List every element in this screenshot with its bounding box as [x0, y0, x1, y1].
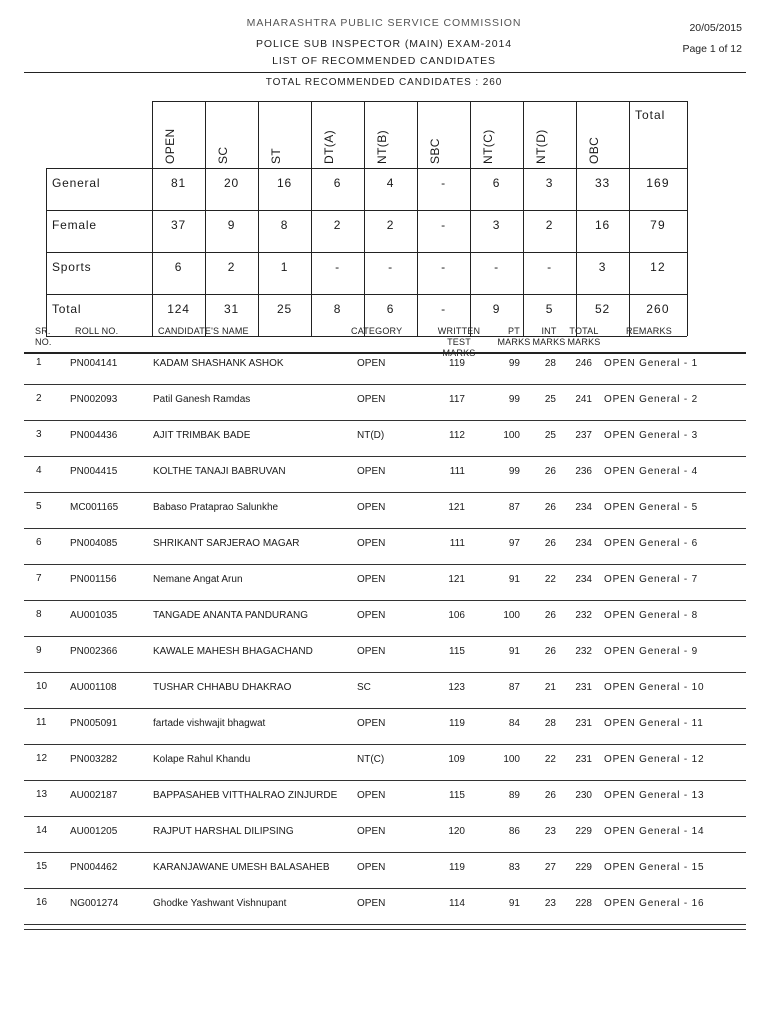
category: OPEN	[357, 538, 386, 549]
table-row	[0, 466, 768, 502]
total-marks: 229	[575, 826, 592, 837]
col-written-header	[433, 326, 485, 359]
pt-marks: 97	[508, 538, 520, 549]
table-row	[0, 502, 768, 538]
summary-cell: 8	[280, 218, 289, 232]
written-marks: 106	[448, 610, 465, 621]
table-row	[0, 790, 768, 826]
summary-cell: 8	[333, 302, 342, 316]
col-remarks-header: REMARKS	[626, 326, 672, 336]
page-number: Page 1 of 12	[682, 43, 742, 55]
summary-row-label: Total	[52, 302, 82, 316]
candidate-name: Kolape Rahul Khandu	[153, 754, 251, 765]
category: OPEN	[357, 718, 386, 729]
remarks: OPEN General - 8	[604, 610, 698, 621]
written-marks: 112	[449, 430, 465, 441]
pt-marks: 91	[508, 574, 520, 585]
table-row	[0, 718, 768, 754]
summary-row-label: Sports	[52, 260, 92, 274]
total-marks: 234	[575, 538, 592, 549]
sr-number: 6	[36, 537, 42, 548]
written-marks: 115	[449, 790, 465, 801]
pt-marks: 91	[508, 898, 520, 909]
written-marks: 114	[449, 898, 465, 909]
summary-cell: -	[494, 260, 499, 274]
row-divider	[24, 852, 746, 853]
written-marks: 109	[448, 754, 465, 765]
roll-number: AU001205	[70, 826, 118, 837]
row-divider	[24, 384, 746, 385]
summary-cell: 81	[171, 176, 186, 190]
sr-number: 12	[36, 753, 48, 764]
document-date: 20/05/2015	[689, 22, 742, 34]
written-marks: 119	[449, 358, 465, 369]
category-header: OBC	[587, 136, 601, 164]
sr-number: 7	[36, 573, 42, 584]
sr-number: 5	[36, 501, 42, 512]
category-header: DT(A)	[322, 130, 336, 164]
candidate-name: KOLTHE TANAJI BABRUVAN	[153, 466, 286, 477]
written-marks: 115	[449, 646, 465, 657]
pt-marks: 99	[508, 394, 520, 405]
summary-cell: -	[547, 260, 552, 274]
summary-cell: 9	[227, 218, 236, 232]
roll-number: MC001165	[70, 502, 119, 513]
pt-marks: 89	[508, 790, 520, 801]
col-int-label-2: MARKS	[532, 337, 566, 347]
col-pt-header	[497, 326, 531, 348]
candidate-name: RAJPUT HARSHAL DILIPSING	[153, 826, 294, 837]
summary-total-cell: 169	[646, 176, 670, 190]
category-header: SC	[216, 146, 230, 164]
grid-vline	[687, 101, 688, 336]
sr-number: 11	[36, 717, 47, 728]
remarks: OPEN General - 13	[604, 790, 705, 801]
summary-cell: 20	[224, 176, 239, 190]
category: OPEN	[357, 574, 386, 585]
list-header-divider	[24, 352, 746, 354]
sr-number: 8	[36, 609, 42, 620]
summary-cell: 124	[167, 302, 190, 316]
interview-marks: 26	[544, 610, 556, 621]
summary-cell: 4	[386, 176, 395, 190]
total-marks: 231	[575, 754, 592, 765]
written-marks: 111	[449, 538, 465, 549]
row-divider	[24, 780, 746, 781]
roll-number: PN004085	[70, 538, 118, 549]
written-marks: 119	[449, 862, 465, 873]
summary-cell: 37	[171, 218, 186, 232]
category-header: ST	[269, 147, 283, 164]
interview-marks: 28	[544, 358, 556, 369]
interview-marks: 27	[544, 862, 556, 873]
interview-marks: 22	[544, 754, 556, 765]
total-marks: 232	[575, 610, 592, 621]
interview-marks: 23	[544, 898, 556, 909]
pt-marks: 83	[508, 862, 520, 873]
total-marks: 228	[575, 898, 592, 909]
summary-cell: 25	[277, 302, 292, 316]
table-row	[0, 862, 768, 898]
col-roll-header: ROLL NO.	[75, 326, 119, 336]
col-no-label: NO.	[35, 337, 52, 347]
summary-row-label: Female	[52, 218, 97, 232]
total-marks: 237	[575, 430, 592, 441]
category-header: NT(C)	[481, 129, 495, 164]
col-written-label-2: TEST MARKS	[442, 337, 476, 358]
roll-number: PN004436	[70, 430, 118, 441]
pt-marks: 99	[508, 358, 520, 369]
table-row	[0, 394, 768, 430]
table-row	[0, 574, 768, 610]
written-marks: 120	[448, 826, 465, 837]
category: OPEN	[357, 790, 386, 801]
category: OPEN	[357, 502, 386, 513]
category: OPEN	[357, 610, 386, 621]
category: OPEN	[357, 862, 386, 873]
roll-number: PN004462	[70, 862, 118, 873]
total-marks: 234	[575, 502, 592, 513]
written-marks: 117	[449, 394, 465, 405]
col-written-label-1: WRITTEN	[437, 326, 481, 336]
roll-number: PN002093	[70, 394, 118, 405]
sr-number: 2	[36, 393, 42, 404]
summary-cell: -	[441, 218, 446, 232]
pt-marks: 87	[508, 502, 520, 513]
total-marks: 230	[575, 790, 592, 801]
row-divider	[24, 420, 746, 421]
sr-number: 1	[36, 357, 42, 368]
category-header: OPEN	[163, 128, 177, 164]
col-category-header: CATEGORY	[351, 326, 403, 336]
pt-marks: 100	[503, 754, 520, 765]
col-total-label-2: MARKS	[567, 337, 601, 347]
grid-hline	[46, 168, 687, 169]
summary-cell: 6	[492, 176, 501, 190]
total-column-header: Total	[635, 108, 666, 122]
pt-marks: 100	[503, 610, 520, 621]
total-marks: 231	[575, 718, 592, 729]
interview-marks: 26	[544, 790, 556, 801]
row-divider	[24, 924, 746, 925]
summary-cell: 1	[280, 260, 289, 274]
remarks: OPEN General - 3	[604, 430, 698, 441]
candidate-name: SHRIKANT SARJERAO MAGAR	[153, 538, 300, 549]
summary-cell: 6	[333, 176, 342, 190]
pt-marks: 86	[508, 826, 520, 837]
summary-cell: 16	[277, 176, 292, 190]
written-marks: 119	[449, 718, 465, 729]
interview-marks: 26	[544, 646, 556, 657]
summary-cell: 2	[227, 260, 236, 274]
summary-cell: 31	[224, 302, 239, 316]
category: OPEN	[357, 646, 386, 657]
grid-hline	[46, 294, 687, 295]
summary-cell: 16	[595, 218, 610, 232]
total-marks: 229	[575, 862, 592, 873]
remarks: OPEN General - 4	[604, 466, 698, 477]
pt-marks: 91	[508, 646, 520, 657]
row-divider	[24, 744, 746, 745]
written-marks: 121	[448, 574, 465, 585]
summary-cell: 3	[545, 176, 554, 190]
candidate-name: fartade vishwajit bhagwat	[153, 718, 266, 729]
exam-title: POLICE SUB INSPECTOR (MAIN) EXAM-2014	[256, 38, 512, 50]
remarks: OPEN General - 11	[604, 718, 704, 729]
total-marks: 234	[575, 574, 592, 585]
interview-marks: 23	[544, 826, 556, 837]
summary-total-cell: 12	[650, 260, 666, 274]
summary-cell: 33	[595, 176, 610, 190]
summary-cell: -	[441, 176, 446, 190]
summary-cell: 5	[545, 302, 554, 316]
roll-number: PN003282	[70, 754, 118, 765]
summary-cell: 3	[598, 260, 607, 274]
candidate-name: Ghodke Yashwant Vishnupant	[153, 898, 287, 909]
total-marks: 232	[575, 646, 592, 657]
grid-hline	[152, 101, 687, 102]
candidate-name: KAWALE MAHESH BHAGACHAND	[153, 646, 313, 657]
col-int-label-1: INT	[541, 326, 557, 336]
total-recommended: TOTAL RECOMMENDED CANDIDATES : 260	[265, 77, 503, 88]
col-name-header: CANDIDATE'S NAME	[158, 326, 249, 336]
category: OPEN	[357, 826, 386, 837]
table-row	[0, 538, 768, 574]
summary-cell: -	[441, 260, 446, 274]
summary-cell: -	[388, 260, 393, 274]
interview-marks: 25	[544, 430, 556, 441]
sr-number: 3	[36, 429, 42, 440]
row-divider	[24, 600, 746, 601]
summary-cell: 2	[333, 218, 342, 232]
remarks: OPEN General - 10	[604, 682, 705, 693]
candidate-name: KARANJAWANE UMESH BALASAHEB	[153, 862, 330, 873]
remarks: OPEN General - 14	[604, 826, 705, 837]
candidate-name: Patil Ganesh Ramdas	[153, 394, 251, 405]
row-divider	[24, 708, 746, 709]
category: OPEN	[357, 358, 386, 369]
col-sr-label: SR.	[35, 326, 51, 336]
interview-marks: 26	[544, 466, 556, 477]
remarks: OPEN General - 5	[604, 502, 698, 513]
candidate-name: AJIT TRIMBAK BADE	[153, 430, 251, 441]
summary-cell: 2	[545, 218, 554, 232]
candidate-name: TUSHAR CHHABU DHAKRAO	[153, 682, 292, 693]
list-title: LIST OF RECOMMENDED CANDIDATES	[272, 55, 496, 67]
table-row	[0, 646, 768, 682]
table-row	[0, 754, 768, 790]
written-marks: 123	[448, 682, 465, 693]
summary-total-cell: 79	[650, 218, 666, 232]
total-marks: 231	[575, 682, 592, 693]
interview-marks: 22	[544, 574, 556, 585]
total-marks: 246	[575, 358, 592, 369]
category: OPEN	[357, 394, 386, 405]
remarks: OPEN General - 7	[604, 574, 698, 585]
interview-marks: 25	[544, 394, 556, 405]
sr-number: 14	[36, 825, 48, 836]
roll-number: AU002187	[70, 790, 118, 801]
table-row	[0, 610, 768, 646]
summary-cell: -	[335, 260, 340, 274]
table-row	[0, 430, 768, 466]
category-header: NT(B)	[375, 130, 389, 164]
total-marks: 236	[575, 466, 592, 477]
summary-cell: 6	[386, 302, 395, 316]
summary-cell: 6	[174, 260, 183, 274]
roll-number: AU001035	[70, 610, 118, 621]
table-row	[0, 682, 768, 718]
row-divider	[24, 636, 746, 637]
col-int-header	[532, 326, 566, 348]
summary-cell: 3	[492, 218, 501, 232]
remarks: OPEN General - 12	[604, 754, 705, 765]
roll-number: PN004141	[70, 358, 118, 369]
pt-marks: 100	[503, 430, 520, 441]
roll-number: NG001274	[70, 898, 119, 909]
interview-marks: 28	[544, 718, 556, 729]
summary-cell: -	[441, 302, 446, 316]
written-marks: 121	[448, 502, 465, 513]
row-divider	[24, 456, 746, 457]
candidate-name: Nemane Angat Arun	[153, 574, 243, 585]
candidate-name: KADAM SHASHANK ASHOK	[153, 358, 284, 369]
table-bottom-rule	[24, 929, 746, 930]
col-pt-label-2: MARKS	[497, 337, 531, 347]
sr-number: 15	[36, 861, 48, 872]
category-header: NT(D)	[534, 129, 548, 164]
summary-cell: 52	[595, 302, 610, 316]
remarks: OPEN General - 16	[604, 898, 705, 909]
category: NT(C)	[357, 754, 385, 765]
sr-number: 4	[36, 465, 42, 476]
grid-hline	[46, 252, 687, 253]
summary-cell: 2	[386, 218, 395, 232]
col-pt-label-1: PT	[508, 326, 520, 336]
category: NT(D)	[357, 430, 385, 441]
sr-number: 16	[36, 897, 48, 908]
written-marks: 111	[449, 466, 465, 477]
remarks: OPEN General - 6	[604, 538, 698, 549]
summary-total-cell: 260	[646, 302, 670, 316]
row-divider	[24, 528, 746, 529]
remarks: OPEN General - 1	[604, 358, 698, 369]
commission-name: MAHARASHTRA PUBLIC SERVICE COMMISSION	[246, 17, 522, 29]
roll-number: PN002366	[70, 646, 118, 657]
roll-number: PN001156	[70, 574, 117, 585]
category-header: SBC	[428, 138, 442, 164]
pt-marks: 99	[508, 466, 520, 477]
row-divider	[24, 672, 746, 673]
col-total-label-1: TOTAL	[569, 326, 599, 336]
remarks: OPEN General - 15	[604, 862, 705, 873]
table-row	[0, 826, 768, 862]
summary-row-label: General	[52, 176, 101, 190]
interview-marks: 21	[544, 682, 556, 693]
row-divider	[24, 888, 746, 889]
roll-number: PN004415	[70, 466, 118, 477]
candidate-name: BAPPASAHEB VITTHALRAO ZINJURDE	[153, 790, 338, 801]
pt-marks: 84	[508, 718, 520, 729]
summary-cell: 9	[492, 302, 501, 316]
sr-number: 9	[36, 645, 42, 656]
category-summary-table	[0, 0, 768, 330]
remarks: OPEN General - 2	[604, 394, 698, 405]
candidate-name: Babaso Prataprao Salunkhe	[153, 502, 279, 513]
roll-number: AU001108	[70, 682, 117, 693]
roll-number: PN005091	[70, 718, 118, 729]
pt-marks: 87	[508, 682, 520, 693]
interview-marks: 26	[544, 502, 556, 513]
row-divider	[24, 564, 746, 565]
grid-hline	[46, 210, 687, 211]
col-sr-header	[35, 326, 52, 348]
sr-number: 13	[36, 789, 48, 800]
category: OPEN	[357, 466, 386, 477]
remarks: OPEN General - 9	[604, 646, 698, 657]
category: OPEN	[357, 898, 386, 909]
total-marks: 241	[575, 394, 592, 405]
sr-number: 10	[36, 681, 48, 692]
interview-marks: 26	[544, 538, 556, 549]
table-row	[0, 358, 768, 394]
candidate-name: TANGADE ANANTA PANDURANG	[153, 610, 309, 621]
row-divider	[24, 816, 746, 817]
row-divider	[24, 492, 746, 493]
category: SC	[357, 682, 371, 693]
col-total-header	[567, 326, 601, 348]
